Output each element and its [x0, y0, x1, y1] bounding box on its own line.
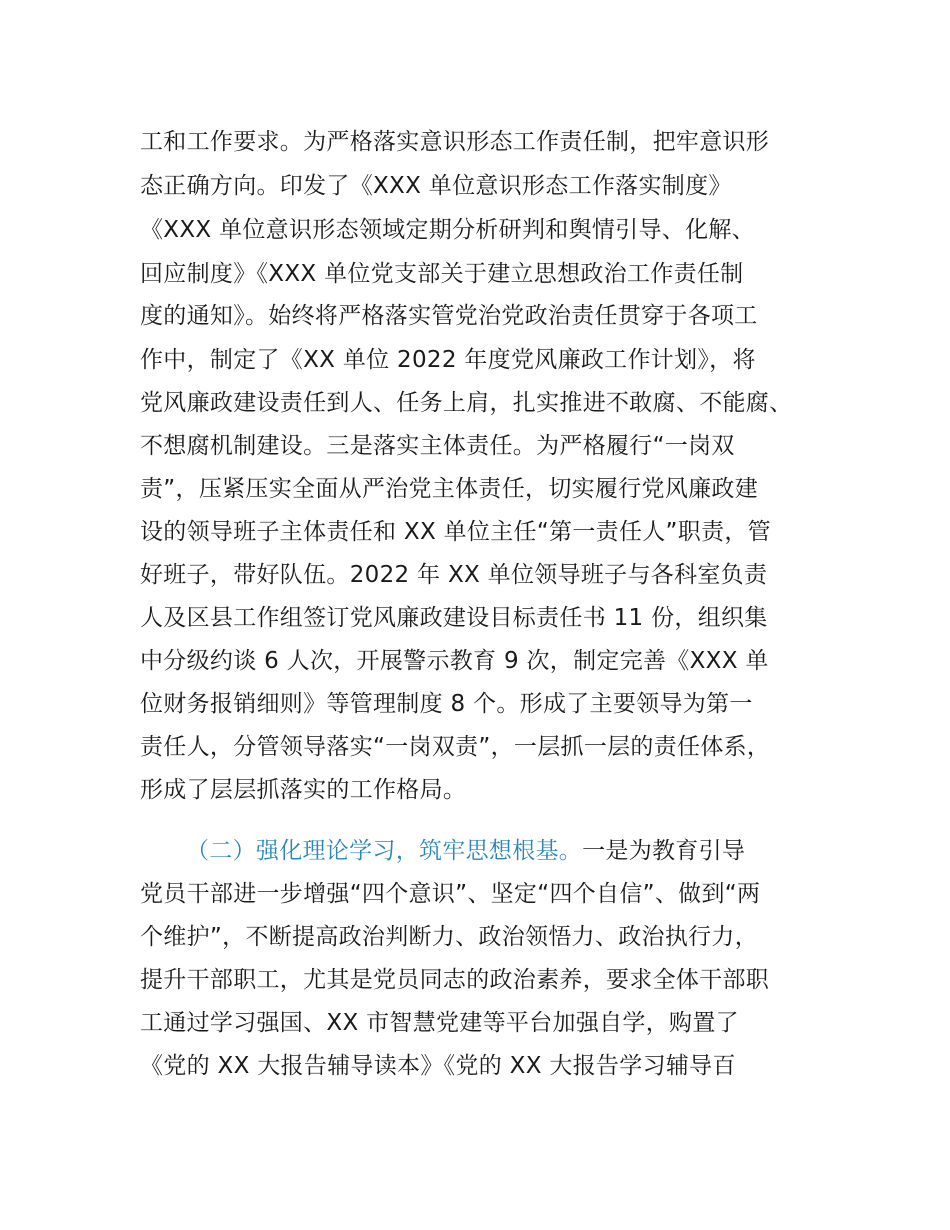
paragraph-line: 人及区县工作组签订党风廉政建设目标责任书 11 份，组织集 [140, 605, 768, 631]
section-heading-line [186, 837, 745, 865]
paragraph-line: 党风廉政建设责任到人、任务上肩，扎实推进不敢腐、不能腐、 [140, 390, 793, 416]
section-heading-rest: 一是为教育引导 [582, 838, 746, 864]
paragraph-line: 位财务报销细则》等管理制度 8 个。形成了主要领导为第一 [140, 691, 753, 717]
paragraph-line: 中分级约谈 6 人次，开展警示教育 9 次，制定完善《XXX 单 [140, 648, 769, 674]
section-heading: （二）强化理论学习，筑牢思想根基。 [186, 838, 583, 864]
paragraph-line: 好班子，带好队伍。2022 年 XX 单位领导班子与各科室负责 [140, 562, 768, 588]
paragraph-line: 工和工作要求。为严格落实意识形态工作责任制，把牢意识形 [140, 129, 770, 155]
paragraph-line: 个维护”，不断提高政治判断力、政治领悟力、政治执行力， [140, 924, 759, 950]
paragraph-line: 设的领导班子主体责任和 XX 单位主任“第一责任人”职责，管 [140, 519, 771, 545]
paragraph-line: 《党的 XX 大报告辅导读本》《党的 XX 大报告学习辅导百 [140, 1053, 736, 1079]
paragraph-line: 责任人，分管领导落实“一岗双责”，一层抓一层的责任体系， [140, 734, 771, 760]
paragraph-line: 度的通知》。始终将严格落实管党治党政治责任贯穿于各项工 [140, 303, 758, 329]
paragraph-line: 作中，制定了《XX 单位 2022 年度党风廉政工作计划》，将 [140, 347, 756, 373]
paragraph-line: 回应制度》《XXX 单位党支部关于建立思想政治工作责任制 [140, 261, 744, 287]
paragraph-line: 《XXX 单位意识形态领域定期分析研判和舆情引导、化解、 [140, 217, 755, 243]
paragraph-line: 工通过学习强国、XX 市智慧党建等平台加强自学，购置了 [140, 1010, 739, 1036]
paragraph-line: 提升干部职工，尤其是党员同志的政治素养，要求全体干部职 [140, 967, 770, 993]
paragraph-line: 责”，压紧压实全面从严治党主体责任，切实履行党风廉政建 [140, 476, 759, 502]
paragraph-line: 不想腐机制建设。三是落实主体责任。为严格履行“一岗双 [140, 433, 735, 459]
paragraph-line: 态正确方向。印发了《XXX 单位意识形态工作落实制度》 [140, 173, 732, 199]
paragraph-line: 党员干部进一步增强“四个意识”、坚定“四个自信”、做到“两 [140, 881, 761, 907]
paragraph-line: 形成了层层抓落实的工作格局。 [140, 777, 467, 803]
